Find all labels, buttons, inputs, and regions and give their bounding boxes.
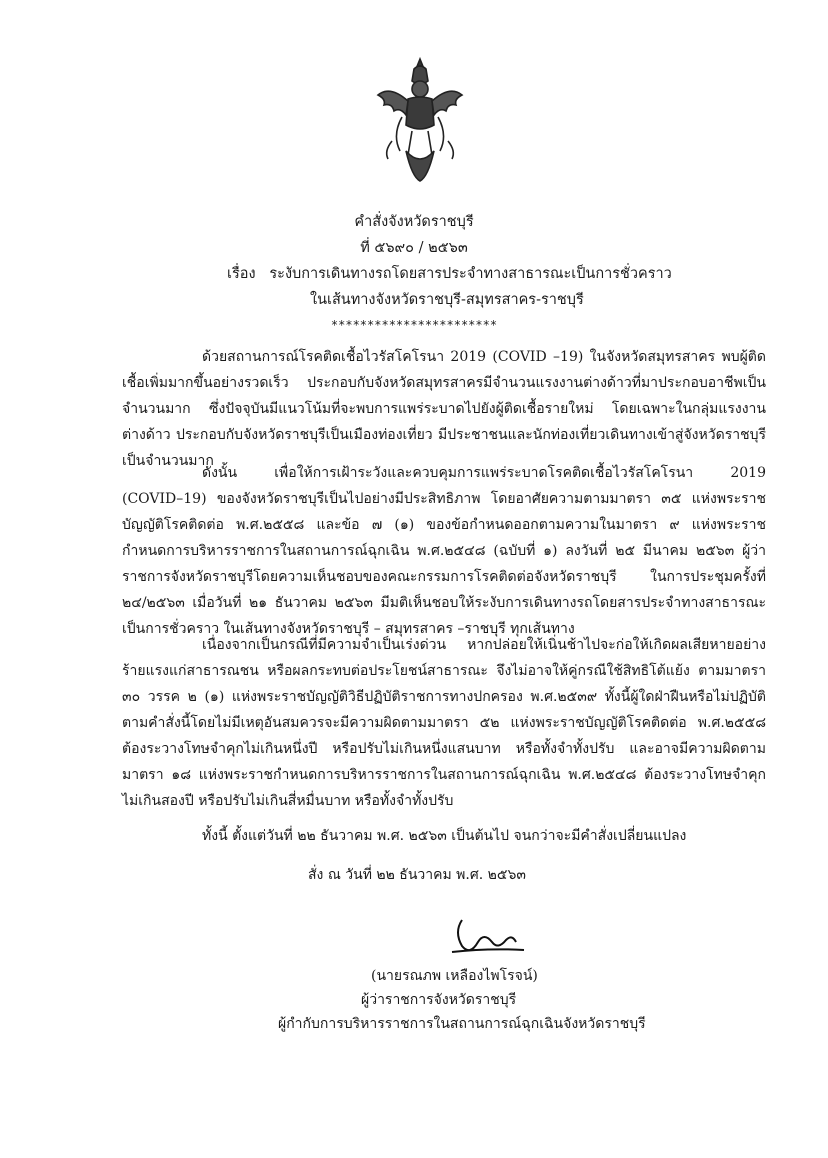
subject-label: เรื่อง — [227, 266, 256, 282]
subject-text-2: ในเส้นทางจังหวัดราชบุรี-สมุทรสาคร-ราชบุรี — [310, 292, 584, 308]
order-number: ที่ ๕๖๙๐ / ๒๕๖๓ — [360, 240, 468, 256]
effective-date: ทั้งนี้ ตั้งแต่วันที่ ๒๒ ธันวาคม พ.ศ. ๒๕๖๓ เป็นต้นไป จนกว่าจะมีคำสั่งเปลี่ยนแปลง — [202, 828, 687, 844]
signatory-position: ผู้ว่าราชการจังหวัดราชบุรี — [361, 992, 517, 1008]
handwritten-signature-icon — [448, 912, 528, 962]
paragraph-background: ด้วยสถานการณ์โรคติดเชื้อไวรัสโคโรนา 2019 (COVID –19) ในจังหวัดสมุทรสาคร พบผู้ติดเชื้อเพิ่มมากขึ้นอย่างรวดเร็ว ประกอบกับจังหวัดสมุทรสาครมีจำนวนแรงงานต่างด้าวที่มาประกอบอาชีพเป็นจำนวนมาก ซึ่งปัจจุบันมีแนวโน้มที่จะพบการแพร่ระบาดไปยังผู้ติดเชื้อรายใหม่ โดยเฉพาะในกลุ่มแรงงานต่างด้าว ประกอบกับจังหวัดราชบุรีเป็นเมืองท่องเที่ยว มีประชาชนและนักท่องเที่ยวเดินทางเข้าสู่จังหวัดราชบุรีเป็นจำนวนมาก — [122, 349, 766, 469]
signatory-role: ผู้กำกับการบริหารราชการในสถานการณ์ฉุกเฉินจังหวัดราชบุรี — [278, 1016, 646, 1032]
subject-text-1: ระงับการเดินทางรถโดยสารประจำทางสาธารณะเป็นการชั่วคราว — [269, 266, 672, 282]
signatory-name: (นายรณภพ เหลืองไพโรจน์) — [371, 968, 538, 984]
ordered-date: สั่ง ณ วันที่ ๒๒ ธันวาคม พ.ศ. ๒๕๖๓ — [308, 867, 526, 883]
separator: *********************** — [330, 318, 498, 332]
order-title: คำสั่งจังหวัดราชบุรี — [354, 214, 474, 230]
paragraph-penalty: เนื่องจากเป็นกรณีที่มีความจำเป็นเร่งด่วน หากปล่อยให้เนิ่นช้าไปจะก่อให้เกิดผลเสียหายอย่างร้ายแรงแก่สาธารณชน หรือผลกระทบต่อประโยชน์สาธารณะ จึงไม่อาจให้คู่กรณีใช้สิทธิโต้แย้ง ตามมาตรา ๓๐ วรรค ๒ (๑) แห่งพระราชบัญญัติวิธีปฏิบัติราชการทางปกครอง พ.ศ.๒๕๓๙ ทั้งนี้ผู้ใดฝ่าฝืนหรือไม่ปฏิบัติตามคำสั่งนี้โดยไม่มีเหตุอันสมควรจะมีความผิดตามมาตรา ๕๒ แห่งพระราชบัญญัติโรคติดต่อ พ.ศ.๒๕๕๘ ต้องระวางโทษจำคุกไม่เกินหนึ่งปี หรือปรับไม่เกินหนึ่งแสนบาท หรือทั้งจำทั้งปรับ และอาจมีความผิดตามมาตรา ๑๘ แห่งพระราชกำหนดการบริหารราชการในสถานการณ์ฉุกเฉิน พ.ศ.๒๕๔๘ ต้องระวางโทษจำคุกไม่เกินสองปี หรือปรับไม่เกินสี่หมื่นบาท หรือทั้งจำทั้งปรับ — [122, 637, 766, 809]
subject-line — [227, 262, 672, 285]
garuda-emblem-icon — [372, 55, 468, 185]
paragraph-order: ดังนั้น เพื่อให้การเฝ้าระวังและควบคุมการแพร่ระบาดโรคติดเชื้อไวรัสโคโรนา 2019 (COVID–19) ของจังหวัดราชบุรีเป็นไปอย่างมีประสิทธิภาพ โดยอาศัยความตามมาตรา ๓๕ แห่งพระราชบัญญัติโรคติดต่อ พ.ศ.๒๕๕๘ และข้อ ๗ (๑) ของข้อกำหนดออกตามความในมาตรา ๙ แห่งพระราชกำหนดการบริหารราชการในสถานการณ์ฉุกเฉิน พ.ศ.๒๕๔๘ (ฉบับที่ ๑) ลงวันที่ ๒๕ มีนาคม ๒๕๖๓ ผู้ว่าราชการจังหวัดราชบุรีโดยความเห็นชอบของคณะกรรมการโรคติดต่อจังหวัดราชบุรี ในการประชุมครั้งที่ ๒๔/๒๕๖๓ เมื่อวันที่ ๒๑ ธันวาคม ๒๕๖๓ มีมติเห็นชอบให้ระงับการเดินทางรถโดยสารประจำทางสาธารณะเป็นการชั่วคราว ในเส้นทางจังหวัดราชบุรี – สมุทรสาคร –ราชบุรี ทุกเส้นทาง — [122, 465, 766, 637]
